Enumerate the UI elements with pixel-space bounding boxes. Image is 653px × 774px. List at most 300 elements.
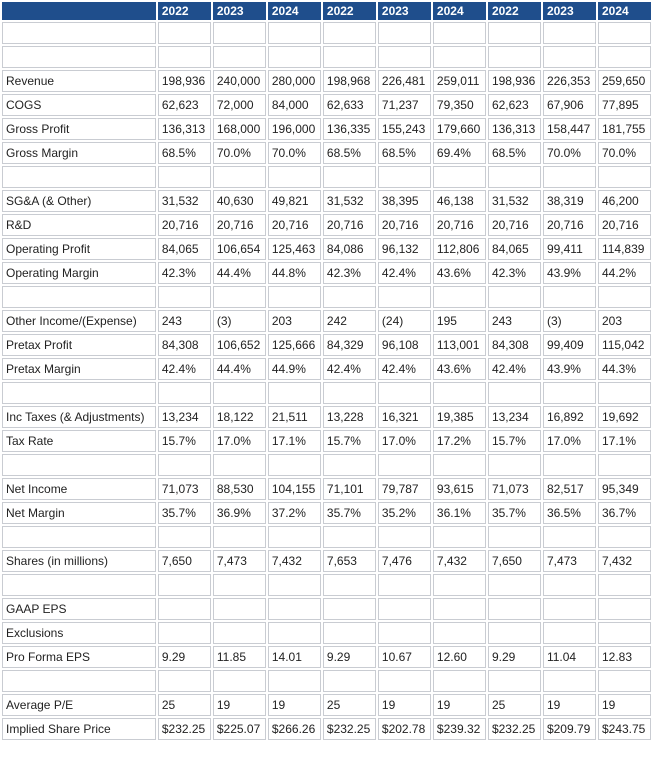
empty-cell <box>378 526 431 548</box>
value-cell: 155,243 <box>378 118 431 140</box>
value-cell: 203 <box>598 310 651 332</box>
header-corner-cell <box>2 2 156 20</box>
value-cell: 17.1% <box>598 430 651 452</box>
value-cell: 243 <box>158 310 211 332</box>
value-cell: 25 <box>323 694 376 716</box>
spacer-row <box>2 670 651 692</box>
value-cell: 7,476 <box>378 550 431 572</box>
value-cell: 7,432 <box>268 550 321 572</box>
value-cell: 72,000 <box>213 94 266 116</box>
empty-cell <box>213 574 266 596</box>
empty-cell <box>378 382 431 404</box>
value-cell: 20,716 <box>213 214 266 236</box>
empty-cell <box>268 22 321 44</box>
empty-cell <box>268 670 321 692</box>
value-cell: 35.2% <box>378 502 431 524</box>
value-cell: 20,716 <box>378 214 431 236</box>
value-cell: 44.4% <box>213 358 266 380</box>
empty-cell <box>488 382 541 404</box>
value-cell: 70.0% <box>598 142 651 164</box>
value-cell <box>378 622 431 644</box>
empty-cell <box>433 46 486 68</box>
value-cell: $225.07 <box>213 718 266 740</box>
value-cell: 84,000 <box>268 94 321 116</box>
empty-cell <box>378 22 431 44</box>
empty-cell <box>213 286 266 308</box>
empty-cell <box>323 670 376 692</box>
empty-cell <box>543 526 596 548</box>
value-cell: 70.0% <box>213 142 266 164</box>
table-row <box>2 718 651 740</box>
value-cell: 18,122 <box>213 406 266 428</box>
value-cell <box>268 622 321 644</box>
value-cell: 62,623 <box>158 94 211 116</box>
empty-cell <box>323 526 376 548</box>
value-cell: 84,308 <box>488 334 541 356</box>
value-cell: 240,000 <box>213 70 266 92</box>
empty-cell <box>598 286 651 308</box>
table-row <box>2 70 651 92</box>
table-row <box>2 262 651 284</box>
value-cell: 82,517 <box>543 478 596 500</box>
value-cell <box>158 622 211 644</box>
value-cell <box>433 598 486 620</box>
table-body <box>2 22 651 740</box>
empty-cell <box>2 22 156 44</box>
empty-cell <box>543 670 596 692</box>
empty-cell <box>2 526 156 548</box>
empty-cell <box>488 574 541 596</box>
table-row <box>2 190 651 212</box>
table-row <box>2 502 651 524</box>
value-cell: 242 <box>323 310 376 332</box>
row-label: Pro Forma EPS <box>2 646 156 668</box>
value-cell: 226,481 <box>378 70 431 92</box>
value-cell: 10.67 <box>378 646 431 668</box>
empty-cell <box>598 670 651 692</box>
row-label: Exclusions <box>2 622 156 644</box>
table-row <box>2 334 651 356</box>
row-label: GAAP EPS <box>2 598 156 620</box>
empty-cell <box>158 454 211 476</box>
value-cell: 179,660 <box>433 118 486 140</box>
spacer-row <box>2 454 651 476</box>
value-cell: 19 <box>268 694 321 716</box>
empty-cell <box>213 382 266 404</box>
value-cell: 43.9% <box>543 262 596 284</box>
empty-cell <box>213 454 266 476</box>
value-cell: 25 <box>158 694 211 716</box>
value-cell: 42.4% <box>323 358 376 380</box>
value-cell: 243 <box>488 310 541 332</box>
table-row <box>2 94 651 116</box>
table-row <box>2 646 651 668</box>
value-cell: 280,000 <box>268 70 321 92</box>
value-cell: $202.78 <box>378 718 431 740</box>
year-header-cell: 2022 <box>323 2 376 20</box>
value-cell: 198,968 <box>323 70 376 92</box>
spacer-row <box>2 574 651 596</box>
value-cell: 42.4% <box>158 358 211 380</box>
row-label: Net Margin <box>2 502 156 524</box>
value-cell: 7,650 <box>488 550 541 572</box>
value-cell: 19 <box>213 694 266 716</box>
value-cell <box>323 622 376 644</box>
row-label: SG&A (& Other) <box>2 190 156 212</box>
empty-cell <box>433 286 486 308</box>
value-cell: 38,319 <box>543 190 596 212</box>
value-cell: 35.7% <box>323 502 376 524</box>
value-cell: 71,073 <box>158 478 211 500</box>
empty-cell <box>433 454 486 476</box>
year-header-row <box>2 2 651 20</box>
empty-cell <box>378 46 431 68</box>
empty-cell <box>158 46 211 68</box>
empty-cell <box>378 286 431 308</box>
row-label: Gross Profit <box>2 118 156 140</box>
row-label: Pretax Profit <box>2 334 156 356</box>
value-cell: 99,411 <box>543 238 596 260</box>
value-cell: 31,532 <box>323 190 376 212</box>
value-cell: 38,395 <box>378 190 431 212</box>
table-row <box>2 214 651 236</box>
value-cell: 7,432 <box>598 550 651 572</box>
empty-cell <box>323 166 376 188</box>
spacer-row <box>2 22 651 44</box>
value-cell: 96,108 <box>378 334 431 356</box>
empty-cell <box>378 670 431 692</box>
value-cell <box>598 598 651 620</box>
value-cell: $239.32 <box>433 718 486 740</box>
value-cell: 136,313 <box>158 118 211 140</box>
empty-cell <box>2 382 156 404</box>
empty-cell <box>323 574 376 596</box>
row-label: Implied Share Price <box>2 718 156 740</box>
value-cell: 67,906 <box>543 94 596 116</box>
value-cell: 198,936 <box>158 70 211 92</box>
empty-cell <box>213 22 266 44</box>
value-cell: 11.04 <box>543 646 596 668</box>
value-cell: 21,511 <box>268 406 321 428</box>
empty-cell <box>433 670 486 692</box>
value-cell: 19,692 <box>598 406 651 428</box>
table-row <box>2 550 651 572</box>
empty-cell <box>543 286 596 308</box>
table-row <box>2 694 651 716</box>
table-row <box>2 598 651 620</box>
value-cell: 15.7% <box>158 430 211 452</box>
value-cell: 13,234 <box>488 406 541 428</box>
row-label: Net Income <box>2 478 156 500</box>
value-cell: 259,650 <box>598 70 651 92</box>
value-cell: 84,308 <box>158 334 211 356</box>
empty-cell <box>158 166 211 188</box>
empty-cell <box>213 526 266 548</box>
empty-cell <box>433 526 486 548</box>
value-cell: 43.6% <box>433 358 486 380</box>
value-cell: 68.5% <box>158 142 211 164</box>
spacer-row <box>2 382 651 404</box>
value-cell: 36.9% <box>213 502 266 524</box>
value-cell: 125,463 <box>268 238 321 260</box>
value-cell: 93,615 <box>433 478 486 500</box>
table-row <box>2 358 651 380</box>
empty-cell <box>488 286 541 308</box>
value-cell: 13,228 <box>323 406 376 428</box>
empty-cell <box>433 382 486 404</box>
value-cell: 31,532 <box>158 190 211 212</box>
value-cell: 226,353 <box>543 70 596 92</box>
empty-cell <box>598 574 651 596</box>
value-cell: $209.79 <box>543 718 596 740</box>
value-cell: 17.0% <box>378 430 431 452</box>
table-row <box>2 142 651 164</box>
table-row <box>2 310 651 332</box>
value-cell: 46,200 <box>598 190 651 212</box>
value-cell: (3) <box>213 310 266 332</box>
year-header-cell: 2023 <box>213 2 266 20</box>
value-cell: 99,409 <box>543 334 596 356</box>
value-cell: 36.7% <box>598 502 651 524</box>
table-row <box>2 406 651 428</box>
value-cell: 17.0% <box>213 430 266 452</box>
row-label: Revenue <box>2 70 156 92</box>
empty-cell <box>543 166 596 188</box>
row-label: Shares (in millions) <box>2 550 156 572</box>
empty-cell <box>543 22 596 44</box>
value-cell: 9.29 <box>158 646 211 668</box>
empty-cell <box>543 382 596 404</box>
value-cell: 44.4% <box>213 262 266 284</box>
value-cell: 17.0% <box>543 430 596 452</box>
empty-cell <box>433 22 486 44</box>
value-cell: 42.4% <box>378 358 431 380</box>
value-cell: $243.75 <box>598 718 651 740</box>
empty-cell <box>158 22 211 44</box>
value-cell <box>158 598 211 620</box>
value-cell <box>213 598 266 620</box>
value-cell: 44.9% <box>268 358 321 380</box>
value-cell: 7,650 <box>158 550 211 572</box>
value-cell: 42.3% <box>488 262 541 284</box>
value-cell: 79,787 <box>378 478 431 500</box>
value-cell: 19 <box>378 694 431 716</box>
value-cell <box>488 598 541 620</box>
value-cell: 106,654 <box>213 238 266 260</box>
value-cell: 203 <box>268 310 321 332</box>
row-label: Gross Margin <box>2 142 156 164</box>
empty-cell <box>598 454 651 476</box>
value-cell: 71,101 <box>323 478 376 500</box>
value-cell: 20,716 <box>323 214 376 236</box>
value-cell: 95,349 <box>598 478 651 500</box>
value-cell: 79,350 <box>433 94 486 116</box>
value-cell: 20,716 <box>488 214 541 236</box>
value-cell <box>268 598 321 620</box>
value-cell: 12.60 <box>433 646 486 668</box>
empty-cell <box>488 454 541 476</box>
empty-cell <box>488 166 541 188</box>
value-cell: 43.9% <box>543 358 596 380</box>
year-header-cell: 2022 <box>158 2 211 20</box>
value-cell: 20,716 <box>158 214 211 236</box>
value-cell: 125,666 <box>268 334 321 356</box>
empty-cell <box>213 166 266 188</box>
empty-cell <box>323 382 376 404</box>
value-cell: 13,234 <box>158 406 211 428</box>
empty-cell <box>158 670 211 692</box>
year-header-cell: 2024 <box>433 2 486 20</box>
value-cell: 84,086 <box>323 238 376 260</box>
empty-cell <box>488 46 541 68</box>
row-label: Other Income/(Expense) <box>2 310 156 332</box>
value-cell: 35.7% <box>488 502 541 524</box>
empty-cell <box>268 166 321 188</box>
value-cell: 25 <box>488 694 541 716</box>
value-cell <box>378 598 431 620</box>
empty-cell <box>433 574 486 596</box>
spacer-row <box>2 46 651 68</box>
empty-cell <box>268 46 321 68</box>
value-cell: 37.2% <box>268 502 321 524</box>
value-cell: 17.1% <box>268 430 321 452</box>
value-cell: 84,065 <box>488 238 541 260</box>
value-cell: 42.3% <box>158 262 211 284</box>
value-cell: 68.5% <box>323 142 376 164</box>
empty-cell <box>598 166 651 188</box>
empty-cell <box>2 286 156 308</box>
value-cell: 31,532 <box>488 190 541 212</box>
year-header-cell: 2022 <box>488 2 541 20</box>
value-cell: 15.7% <box>323 430 376 452</box>
empty-cell <box>268 286 321 308</box>
value-cell: 16,892 <box>543 406 596 428</box>
value-cell: 70.0% <box>268 142 321 164</box>
value-cell: 84,065 <box>158 238 211 260</box>
value-cell: 114,839 <box>598 238 651 260</box>
value-cell: 181,755 <box>598 118 651 140</box>
value-cell: 9.29 <box>488 646 541 668</box>
empty-cell <box>323 454 376 476</box>
value-cell: 44.3% <box>598 358 651 380</box>
value-cell: 46,138 <box>433 190 486 212</box>
value-cell: 136,335 <box>323 118 376 140</box>
empty-cell <box>598 46 651 68</box>
value-cell: 11.85 <box>213 646 266 668</box>
empty-cell <box>158 286 211 308</box>
year-header-cell: 2023 <box>378 2 431 20</box>
empty-cell <box>323 286 376 308</box>
value-cell: 12.83 <box>598 646 651 668</box>
value-cell <box>488 622 541 644</box>
value-cell <box>433 622 486 644</box>
empty-cell <box>378 166 431 188</box>
value-cell: 36.1% <box>433 502 486 524</box>
value-cell: 158,447 <box>543 118 596 140</box>
value-cell: 9.29 <box>323 646 376 668</box>
empty-cell <box>213 670 266 692</box>
empty-cell <box>598 382 651 404</box>
empty-cell <box>268 454 321 476</box>
row-label: Operating Margin <box>2 262 156 284</box>
empty-cell <box>488 526 541 548</box>
value-cell: 42.3% <box>323 262 376 284</box>
empty-cell <box>488 670 541 692</box>
value-cell: 42.4% <box>378 262 431 284</box>
empty-cell <box>268 574 321 596</box>
value-cell: 259,011 <box>433 70 486 92</box>
table-row <box>2 118 651 140</box>
value-cell: 17.2% <box>433 430 486 452</box>
empty-cell <box>543 46 596 68</box>
value-cell: 19 <box>598 694 651 716</box>
value-cell <box>598 622 651 644</box>
value-cell: 20,716 <box>268 214 321 236</box>
empty-cell <box>2 166 156 188</box>
empty-cell <box>323 46 376 68</box>
value-cell: 104,155 <box>268 478 321 500</box>
table-row <box>2 238 651 260</box>
value-cell: 49,821 <box>268 190 321 212</box>
value-cell: 7,473 <box>543 550 596 572</box>
value-cell: 62,623 <box>488 94 541 116</box>
spacer-row <box>2 286 651 308</box>
value-cell: 115,042 <box>598 334 651 356</box>
value-cell: 19,385 <box>433 406 486 428</box>
value-cell: 40,630 <box>213 190 266 212</box>
value-cell: 69.4% <box>433 142 486 164</box>
empty-cell <box>158 526 211 548</box>
empty-cell <box>213 46 266 68</box>
value-cell: 71,237 <box>378 94 431 116</box>
table-row <box>2 478 651 500</box>
value-cell: $232.25 <box>323 718 376 740</box>
value-cell: 71,073 <box>488 478 541 500</box>
empty-cell <box>543 574 596 596</box>
spacer-row <box>2 526 651 548</box>
value-cell: 168,000 <box>213 118 266 140</box>
empty-cell <box>323 22 376 44</box>
empty-cell <box>268 526 321 548</box>
row-label: Tax Rate <box>2 430 156 452</box>
year-header-cell: 2023 <box>543 2 596 20</box>
value-cell <box>543 598 596 620</box>
value-cell: 14.01 <box>268 646 321 668</box>
empty-cell <box>2 454 156 476</box>
row-label: R&D <box>2 214 156 236</box>
row-label: Operating Profit <box>2 238 156 260</box>
value-cell: 70.0% <box>543 142 596 164</box>
empty-cell <box>378 574 431 596</box>
table-row <box>2 430 651 452</box>
empty-cell <box>543 454 596 476</box>
value-cell: 62,633 <box>323 94 376 116</box>
value-cell: 68.5% <box>378 142 431 164</box>
value-cell: 112,806 <box>433 238 486 260</box>
value-cell: 196,000 <box>268 118 321 140</box>
row-label: Inc Taxes (& Adjustments) <box>2 406 156 428</box>
value-cell: 44.2% <box>598 262 651 284</box>
value-cell: 7,653 <box>323 550 376 572</box>
year-header-cell: 2024 <box>598 2 651 20</box>
empty-cell <box>2 574 156 596</box>
value-cell <box>323 598 376 620</box>
value-cell: 20,716 <box>598 214 651 236</box>
value-cell: 88,530 <box>213 478 266 500</box>
value-cell: 84,329 <box>323 334 376 356</box>
value-cell: 16,321 <box>378 406 431 428</box>
value-cell: 42.4% <box>488 358 541 380</box>
